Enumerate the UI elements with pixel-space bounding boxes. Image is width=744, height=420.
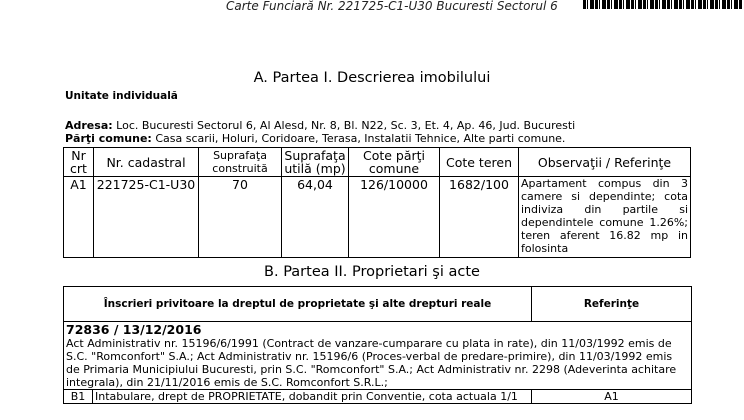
table-row bbox=[64, 177, 691, 258]
acts-text: Act Administrativ nr. 15196/6/1991 (Contract de vanzare-cumparare cu plata in rate), din 11/03/1992 emis de S.C. "Romconfort" S.A.; Act Administrativ nr. 15196/6 (Proces-verbal de predare-primire), din 11/03/1992 emis de Primaria Municipiului Bucuresti, prin S.C. "Romconfort" S.A.; Act Administrativ nr. 2298 (Adeverinta achitare integrala), din 21/11/2016 emis de S.C. Romconfort S.R.L.; bbox=[64, 337, 692, 390]
section-a-title: A. Partea I. Descrierea imobilului bbox=[253, 70, 491, 86]
cell-nr-cadastral: 221725-C1-U30 bbox=[94, 177, 199, 258]
col-built-area: Suprafaţa construită bbox=[199, 148, 282, 177]
cell-built-area: 70 bbox=[199, 177, 282, 258]
address-block bbox=[65, 119, 575, 145]
table-row bbox=[64, 390, 692, 404]
cell-land-share: 1682/100 bbox=[440, 177, 519, 258]
table-header-row bbox=[64, 287, 692, 322]
col-land-share: Cote teren bbox=[440, 148, 519, 177]
cell-nr-crt: A1 bbox=[64, 177, 94, 258]
document-header: Carte Funciară Nr. 221725-C1-U30 Bucuresti Sectorul 6 bbox=[226, 0, 558, 13]
entry-reference: A1 bbox=[532, 390, 692, 404]
barcode bbox=[583, 0, 743, 9]
common-parts-label: Părţi comune: bbox=[65, 132, 152, 145]
property-description-table bbox=[63, 147, 691, 258]
address-value: Loc. Bucuresti Sectorul 6, Al Alesd, Nr. 8, Bl. N22, Sc. 3, Et. 4, Ap. 46, Jud. Bucuresti bbox=[116, 119, 576, 132]
entry-id: B1 bbox=[64, 390, 93, 404]
col-observations: Observaţii / Referinţe bbox=[519, 148, 691, 177]
col-usable-area: Suprafaţa utilă (mp) bbox=[282, 148, 349, 177]
table-header-row bbox=[64, 148, 691, 177]
ownership-table bbox=[63, 286, 692, 404]
cell-observations: Apartament compus din 3 camere si dependinte; cota indiviza din partile si dependintele comune 1.26%; teren aferent 16.82 mp in folosinta bbox=[519, 177, 691, 258]
col-nr-crt: Nr crt bbox=[64, 148, 94, 177]
registration-number: 72836 / 13/12/2016 bbox=[64, 322, 692, 338]
col-entries: Înscrieri privitoare la dreptul de proprietate şi alte drepturi reale bbox=[64, 287, 532, 322]
section-b-title: B. Partea II. Proprietari şi acte bbox=[264, 264, 480, 280]
address-label: Adresa: bbox=[65, 119, 113, 132]
col-common-share: Cote părţi comune bbox=[349, 148, 440, 177]
col-references: Referinţe bbox=[532, 287, 692, 322]
col-nr-cadastral: Nr. cadastral bbox=[94, 148, 199, 177]
entry-text: Intabulare, drept de PROPRIETATE, dobandit prin Conventie, cota actuala 1/1 bbox=[93, 390, 532, 404]
unit-subtitle: Unitate individuală bbox=[65, 90, 178, 102]
cell-common-share: 126/10000 bbox=[349, 177, 440, 258]
common-parts-value: Casa scarii, Holuri, Coridoare, Terasa, Instalatii Tehnice, Alte parti comune. bbox=[155, 132, 566, 145]
cell-usable-area: 64,04 bbox=[282, 177, 349, 258]
